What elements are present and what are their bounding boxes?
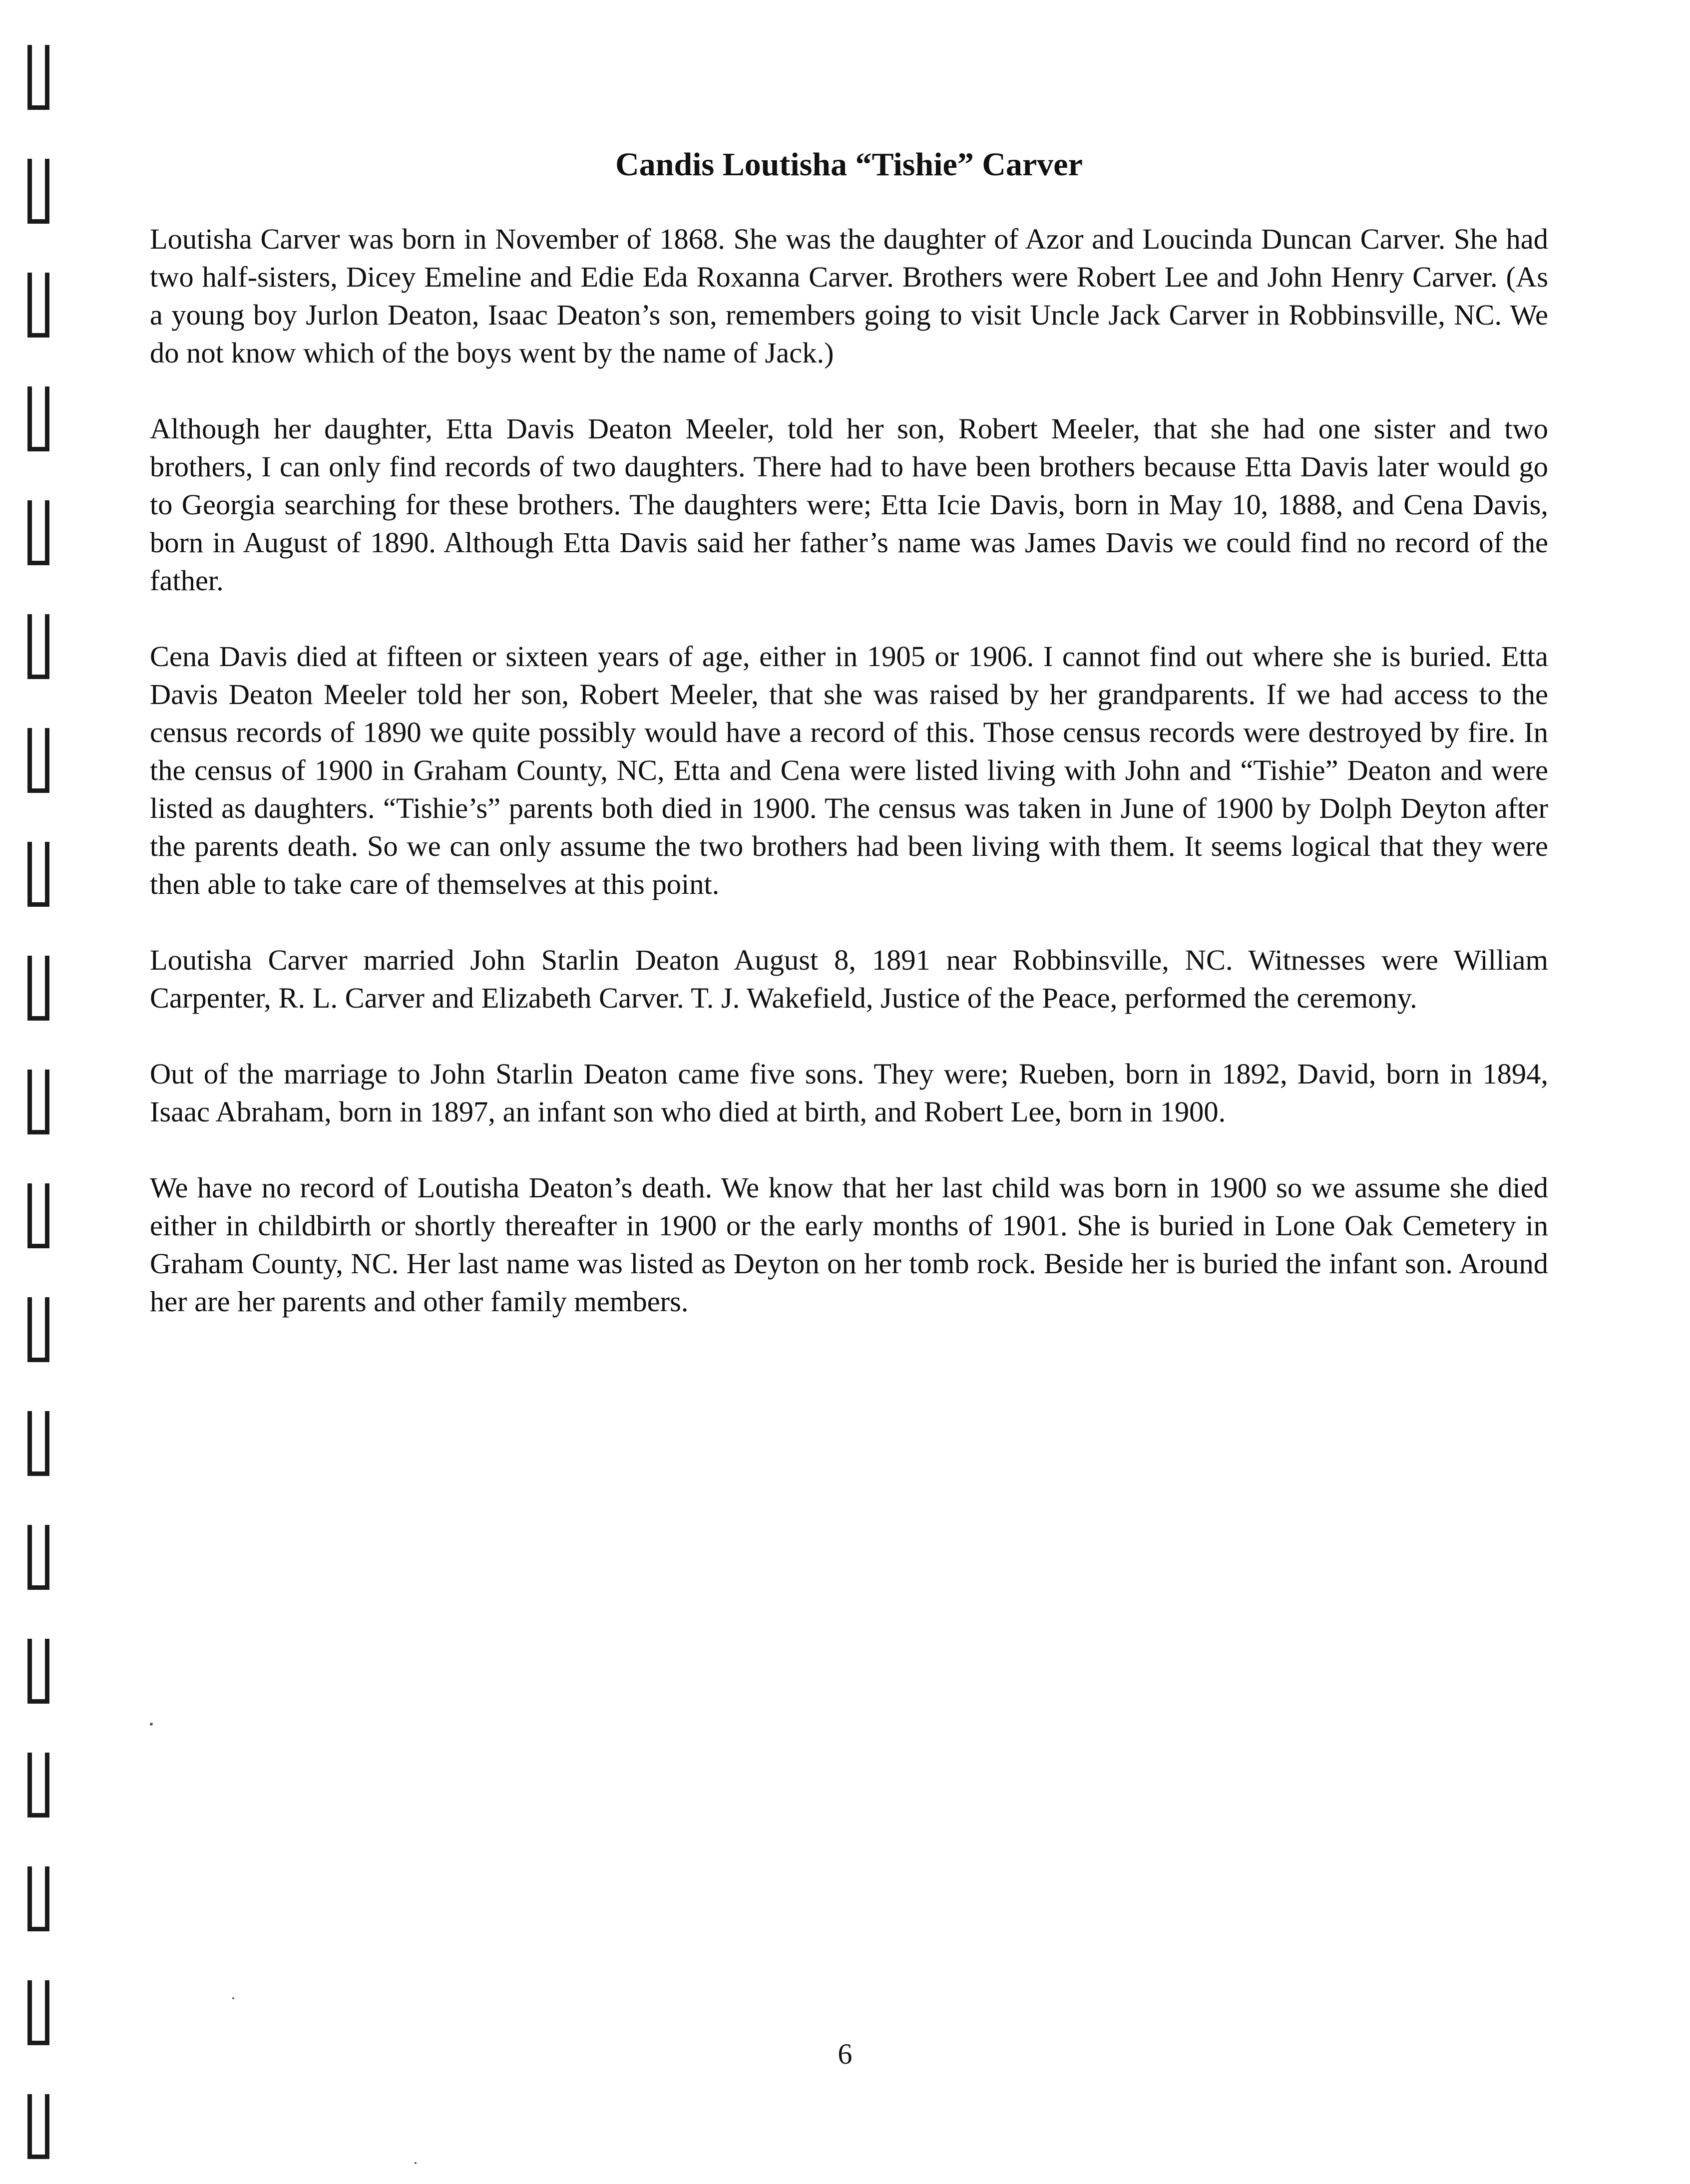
- page-number: 6: [838, 2038, 852, 2070]
- paragraph-family: Loutisha Carver was born in November of 1868. She was the daughter of Azor and Loucinda Duncan Carver. She had two half-sisters, Dicey Emeline and Edie Eda Roxanna Carver. Brothers were Robert Lee and John Henry Carver. (As a young boy Jurlon Deaton, Isaac Deaton’s son, remembers going to visit Uncle Jack Carver in Robbinsville, NC. We do not know which of the boys went by the name of Jack.): [150, 223, 1548, 369]
- binder-ring: [27, 2094, 49, 2159]
- binder-ring: [27, 386, 49, 451]
- paragraph-sons: Out of the marriage to John Starlin Deaton came five sons. They were; Rueben, born in 1892, David, born in 1894, Isaac Abraham, born in 1897, an infant son who died at birth, and Robert Lee, born in 1900.: [150, 1058, 1548, 1128]
- binder-ring: [27, 1866, 49, 1931]
- binder-ring: [27, 1980, 49, 2045]
- binder-ring: [27, 1183, 49, 1248]
- binder-ring: [27, 1297, 49, 1362]
- paragraph-marriage: Loutisha Carver married John Starlin Deaton August 8, 1891 near Robbinsville, NC. Witnesses were William Carpenter, R. L. Carver and Elizabeth Carver. T. J. Wakefield, Justice of the Peace, performed the ceremony.: [150, 944, 1548, 1015]
- paragraph-death: We have no record of Loutisha Deaton’s death. We know that her last child was born in 1900 so we assume she died either in childbirth or shortly thereafter in 1900 or the early months of 1901. She is buried in Lone Oak Cemetery in Graham County, NC. Her last name was listed as Deyton on her tomb rock. Beside her is buried the infant son. Around her are her parents and other family members.: [150, 1171, 1548, 1318]
- binder-ring: [27, 1753, 49, 1818]
- binder-rings: [27, 45, 57, 2172]
- binder-ring: [27, 45, 49, 110]
- scan-speck: [150, 1723, 153, 1726]
- binder-ring: [27, 1411, 49, 1476]
- binder-ring: [27, 273, 49, 338]
- binder-ring: [27, 842, 49, 907]
- paragraph-cena-davis: Cena Davis died at fifteen or sixteen years of age, either in 1905 or 1906. I cannot find out where she is buried. Etta Davis Deaton Meeler told her son, Robert Meeler, that she was raised by her grandparents. If we had access to the census records of 1890 we quite possibly would have a record of this. Those census records were destroyed by fire. In the census of 1900 in Graham County, NC, Etta and Cena were listed living with John and “Tishie” Deaton and were listed as daughters. “Tishie’s” parents both died in 1900. The census was taken in June of 1900 by Dolph Deyton after the parents death. So we can only assume the two brothers had been living with them. It seems logical that they were then able to take care of themselves at this point.: [150, 640, 1548, 901]
- document-page: [150, 145, 1548, 1359]
- binder-ring: [27, 614, 49, 679]
- scan-speck: [415, 2162, 417, 2164]
- binder-ring: [27, 1070, 49, 1134]
- binder-ring: [27, 159, 49, 224]
- binder-ring: [27, 500, 49, 565]
- binder-ring: [27, 956, 49, 1021]
- paragraph-daughters: Although her daughter, Etta Davis Deaton Meeler, told her son, Robert Meeler, that she had one sister and two brothers, I can only find records of two daughters. There had to have been brothers because Etta Davis later would go to Georgia searching for these brothers. The daughters were; Etta Icie Davis, born in May 10, 1888, and Cena Davis, born in August of 1890. Although Etta Davis said her father’s name was James Davis we could find no record of the father.: [150, 412, 1548, 597]
- binder-ring: [27, 1639, 49, 1704]
- binder-ring: [27, 1525, 49, 1590]
- binder-ring: [27, 728, 49, 793]
- scan-speck: [232, 1997, 234, 1999]
- page-title: Candis Loutisha “Tishie” Carver: [615, 146, 1083, 183]
